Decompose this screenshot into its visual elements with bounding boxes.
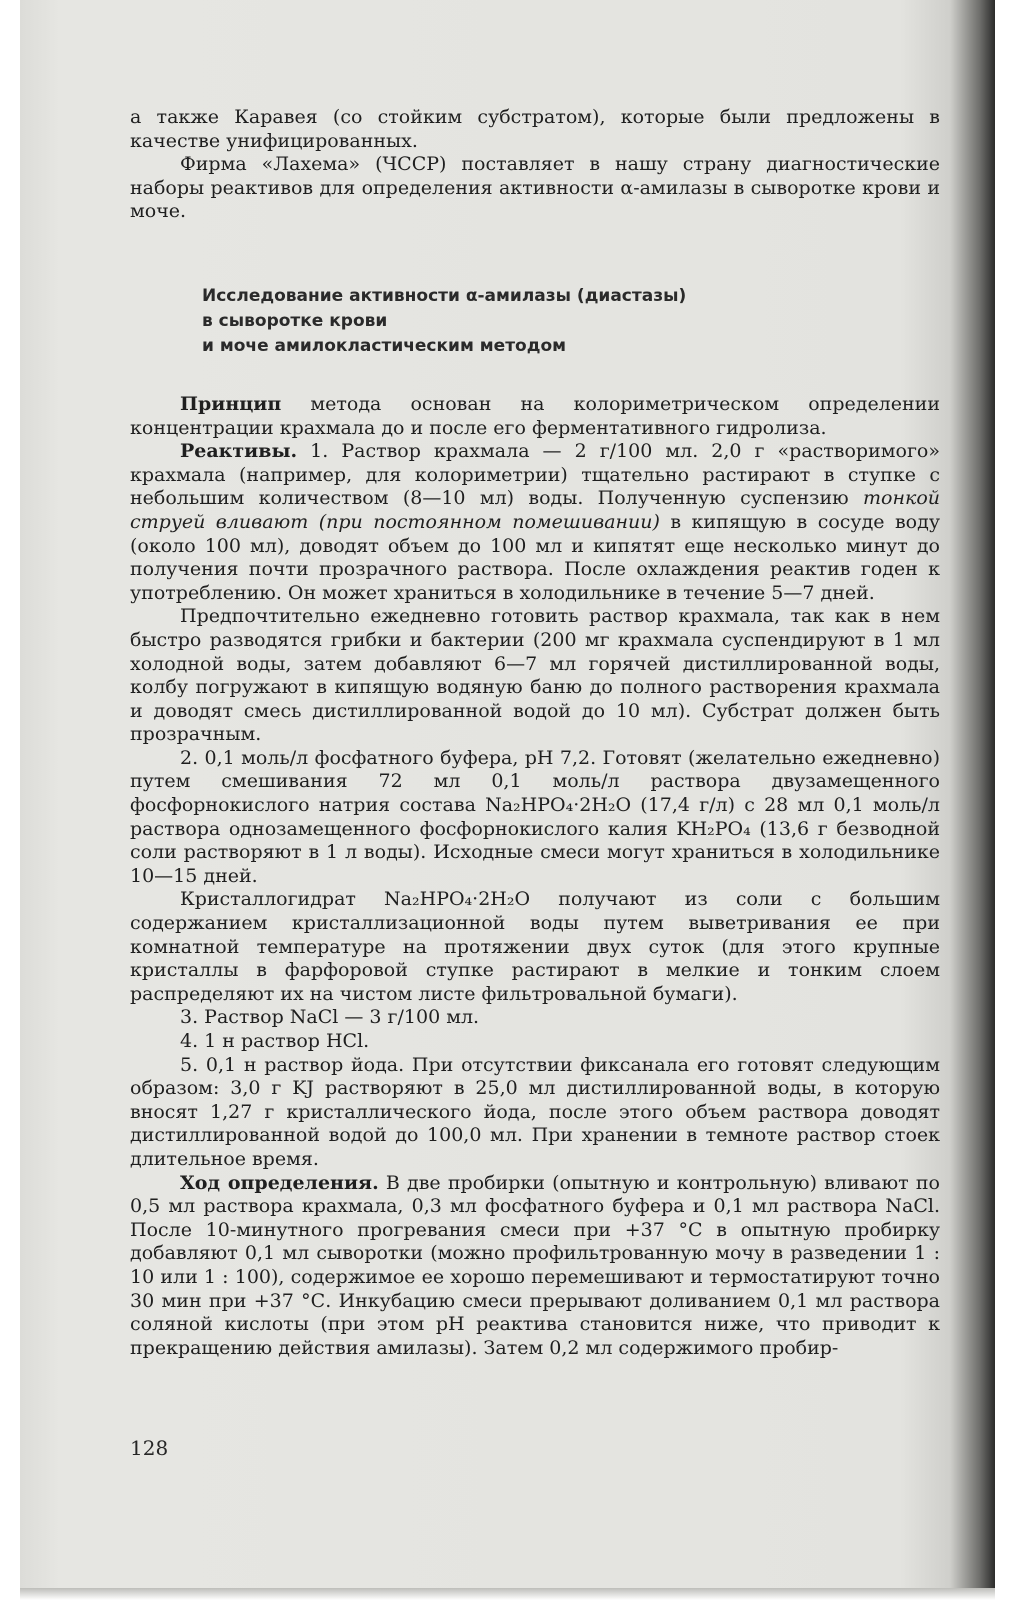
page-edge	[20, 1588, 995, 1600]
paragraph-reagents	[130, 440, 940, 605]
reagents-label: Реактивы.	[180, 440, 298, 463]
heading-line-1: Исследование активности α-амилазы (диастазы)	[202, 285, 687, 306]
procedure-label: Ход определения.	[180, 1171, 379, 1194]
paragraph-iodine: 5. 0,1 н раствор йода. При отсутствии фиксанала его готовят следующим образом: 3,0 г KJ растворяют в 25,0 мл дистиллированной воды, в которую вносят 1,27 г кристаллического йода, после этого объем раствора доводят дистиллированной водой до 100,0 мл. При хранении в темноте раствор стоек длительное время.	[130, 1053, 940, 1170]
heading-line-2: в сыворотке крови	[202, 310, 388, 331]
paragraph-procedure	[130, 1172, 940, 1361]
paragraph-crystal: Кристаллогидрат Na₂HPO₄·2H₂O получают из соли с большим содержанием кристаллизационной воды путем выветривания ее при комнатной температуре на протяжении двух суток (для этого крупные кристаллы в фарфоровой ступке растирают в мелкие и тонким слоем распределяют их на чистом листе фильтровальной бумаги).	[130, 888, 940, 1005]
principle-text: метода основан на колориметрическом определении концентрации крахмала до и после его ферментативного гидролиза.	[130, 392, 940, 439]
reagents-text-2: в кипящую в сосуде воду (около 100 мл), доводят объем до 100 мл и кипятят еще несколько минут до получения почти прозрачного раствора. После охлаждения реактив годен к употреблению. Он может храниться в холодильнике в течение 5—7 дней.	[130, 510, 940, 604]
paragraph-hcl: 4. 1 н раствор HCl.	[180, 1030, 370, 1052]
reagents-italic: тонкой струей вливают (при постоянном помешивании)	[130, 487, 940, 533]
paragraph-nacl: 3. Раствор NaCl — 3 г/100 мл.	[180, 1006, 480, 1029]
heading-line-3: и моче амилокластическим методом	[202, 335, 567, 356]
paragraph-buffer: 2. 0,1 моль/л фосфатного буфера, pH 7,2. Готовят (желательно ежедневно) путем смешивания 72 мл 0,1 моль/л раствора двузамещенного фосфорнокислого натрия состава Na₂HPO₄·2H₂O (17,4 г/л) с 28 мл 0,1 моль/л раствора однозамещенного фосфорнокислого калия KH₂PO₄ (13,6 г безводной соли растворяют в 1 л воды). Исходные смеси могут храниться в холодильнике 10—15 дней.	[130, 746, 940, 887]
page-text	[130, 106, 940, 1360]
paragraph-intro-2: Фирма «Лахема» (ЧССР) поставляет в нашу страну диагностические наборы реактивов для определения активности α-амилазы в сыворотке крови и моче.	[130, 153, 940, 223]
paragraph-starch-note: Предпочтительно ежедневно готовить раствор крахмала, так как в нем быстро разводятся грибки и бактерии (200 мг крахмала суспендируют в 1 мл холодной воды, затем добавляют 6—7 мл горячей дистиллированной воды, колбу погружают в кипящую водяную баню до полного растворения крахмала и доводят смесь дистиллированной водой до 10 мл). Субстрат должен быть прозрачным.	[130, 605, 940, 746]
page-number: 128	[130, 1436, 169, 1460]
reagents-text-1: 1. Раствор крахмала — 2 г/100 мл. 2,0 г «растворимого» крахмала (например, для колориметрии) тщательно растирают в ступке с небольшим количеством (8—10 мл) воды. Полученную суспензию	[130, 440, 940, 510]
paragraph-intro-1: а также Каравея (со стойким субстратом), которые были предложены в качестве унифицированных.	[130, 106, 940, 152]
procedure-text: В две пробирки (опытную и контрольную) вливают по 0,5 мл раствора крахмала, 0,3 мл фосфатного буфера и 0,1 мл раствора NaCl. После 10-минутного прогревания смеси при +37 °С в опытную пробирку добавляют 0,1 мл сыворотки (можно профильтрованную мочу в разведении 1 : 10 или 1 : 100), содержимое ее хорошо перемешивают и термостатируют точно 30 мин при +37 °С. Инкубацию смеси прерывают доливанием 0,1 мл раствора соляной кислоты (при этом pH реактива становится ниже, что приводит к прекращению действия амилазы). Затем 0,2 мл содержимого пробир-	[130, 1171, 940, 1359]
principle-label: Принцип	[180, 392, 282, 415]
paragraph-principle	[130, 393, 940, 440]
section-heading	[202, 284, 940, 359]
